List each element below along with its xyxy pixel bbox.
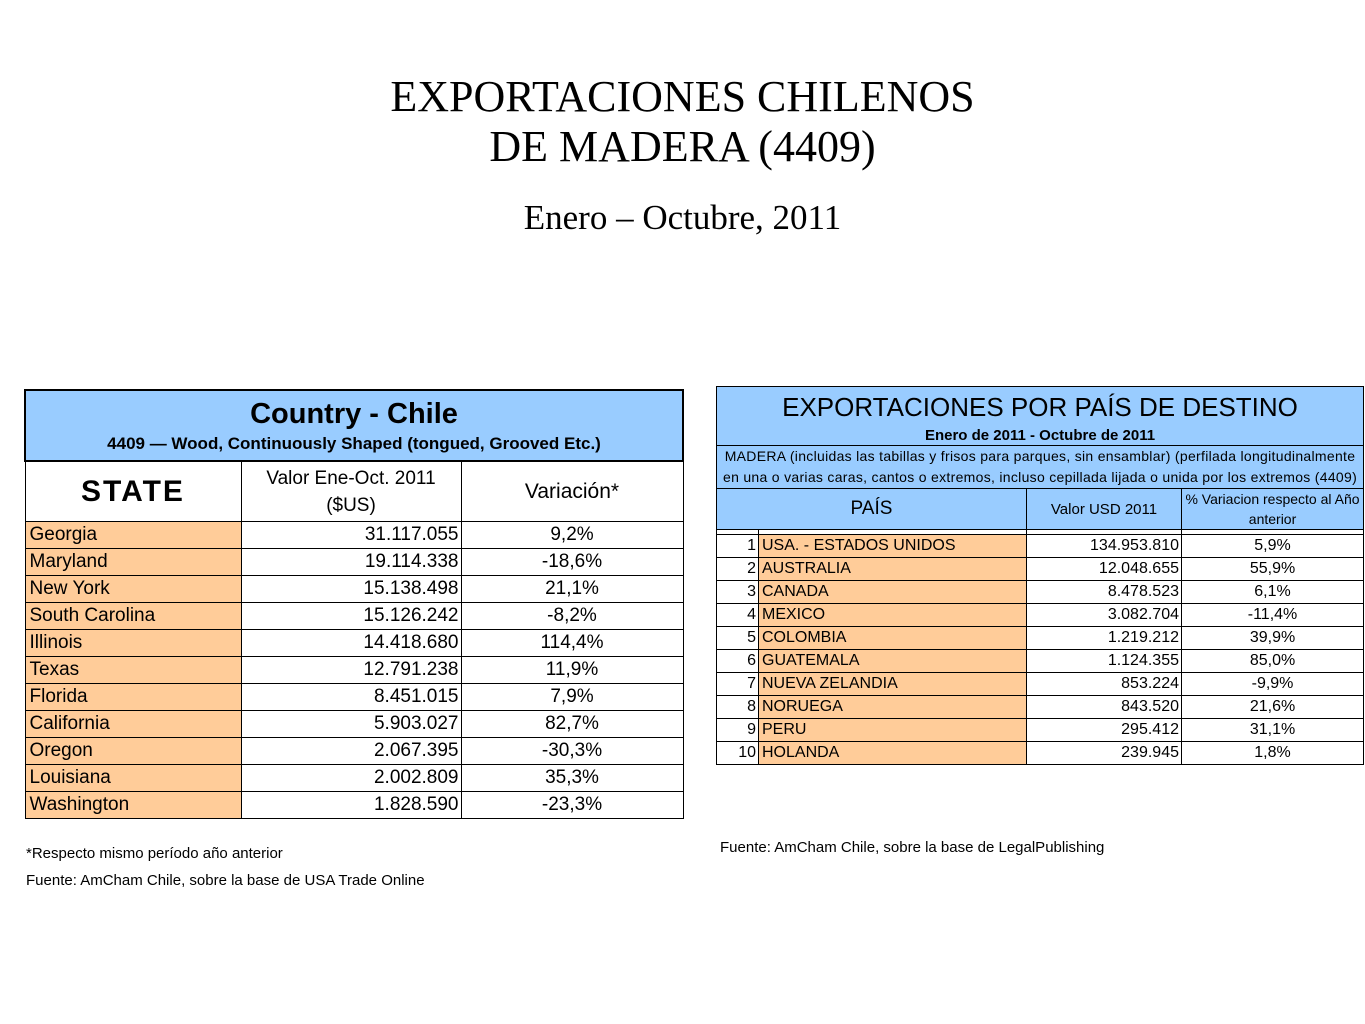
value-cell: 14.418.680	[241, 630, 461, 657]
rank-cell: 6	[717, 650, 759, 673]
product-description: MADERA (incluidas las tabillas y frisos para parques, sin ensamblar) (perfilada longitudinalmente en una o varias caras, cantos o extremos, incluso cepillada lijada o unida por los extremos (4409)	[717, 446, 1364, 489]
table-row	[25, 792, 683, 819]
state-name-cell: New York	[25, 576, 241, 603]
table-row	[717, 719, 1364, 742]
value-cell: 2.067.395	[241, 738, 461, 765]
rank-cell: 9	[717, 719, 759, 742]
rank-cell: 5	[717, 627, 759, 650]
country-table-body	[717, 535, 1364, 765]
variation-cell: 1,8%	[1182, 742, 1364, 765]
title-line-2: DE MADERA (4409)	[489, 122, 876, 171]
column-header-variation: Variación*	[461, 461, 683, 522]
country-table-title: EXPORTACIONES POR PAÍS DE DESTINO	[782, 392, 1298, 422]
table-row	[717, 742, 1364, 765]
state-exports-table	[24, 389, 684, 819]
rank-cell: 4	[717, 604, 759, 627]
state-name-cell: Maryland	[25, 549, 241, 576]
variation-cell: 21,1%	[461, 576, 683, 603]
country-name-cell: NORUEGA	[759, 696, 1027, 719]
state-name-cell: Washington	[25, 792, 241, 819]
variation-cell: 5,9%	[1182, 535, 1364, 558]
state-table-header	[25, 390, 683, 461]
variation-cell: 9,2%	[461, 522, 683, 549]
country-name-cell: GUATEMALA	[759, 650, 1027, 673]
variation-cell: 31,1%	[1182, 719, 1364, 742]
value-cell: 239.945	[1027, 742, 1182, 765]
variation-cell: 21,6%	[1182, 696, 1364, 719]
variation-cell: 85,0%	[1182, 650, 1364, 673]
rank-cell: 1	[717, 535, 759, 558]
variation-cell: 11,9%	[461, 657, 683, 684]
table-row	[717, 581, 1364, 604]
table-row	[25, 576, 683, 603]
value-cell: 1.219.212	[1027, 627, 1182, 650]
column-header-value-line1: Valor Ene-Oct. 2011	[266, 467, 436, 489]
value-cell: 31.117.055	[241, 522, 461, 549]
table-row	[25, 657, 683, 684]
value-cell: 1.124.355	[1027, 650, 1182, 673]
variation-cell: -18,6%	[461, 549, 683, 576]
table-row	[25, 549, 683, 576]
title-line-1: EXPORTACIONES CHILENOS	[390, 72, 975, 121]
page-subtitle: Enero – Octubre, 2011	[523, 198, 842, 237]
state-name-cell: Oregon	[25, 738, 241, 765]
value-cell: 12.048.655	[1027, 558, 1182, 581]
country-name-cell: COLOMBIA	[759, 627, 1027, 650]
table-row	[25, 684, 683, 711]
table-row	[717, 650, 1364, 673]
column-header-variacion: % Variacion respecto al Año anterior	[1182, 489, 1364, 530]
value-cell: 853.224	[1027, 673, 1182, 696]
variation-cell: 6,1%	[1182, 581, 1364, 604]
table-row	[717, 696, 1364, 719]
variation-cell: -8,2%	[461, 603, 683, 630]
country-table-period: Enero de 2011 - Octubre de 2011	[924, 427, 1156, 444]
country-name-cell: USA. - ESTADOS UNIDOS	[759, 535, 1027, 558]
variation-cell: 7,9%	[461, 684, 683, 711]
variation-cell: 35,3%	[461, 765, 683, 792]
footnote-variation: *Respecto mismo período año anterior	[26, 845, 283, 862]
variation-cell: 114,4%	[461, 630, 683, 657]
column-header-value	[241, 461, 461, 522]
variation-cell: -11,4%	[1182, 604, 1364, 627]
country-name-cell: NUEVA ZELANDIA	[759, 673, 1027, 696]
value-cell: 134.953.810	[1027, 535, 1182, 558]
state-table-title: Country - Chile	[250, 397, 458, 430]
rank-cell: 7	[717, 673, 759, 696]
table-row	[717, 627, 1364, 650]
value-cell: 295.412	[1027, 719, 1182, 742]
footnote-source-right: Fuente: AmCham Chile, sobre la base de LegalPublishing	[720, 839, 1105, 856]
variation-cell: 55,9%	[1182, 558, 1364, 581]
value-cell: 5.903.027	[241, 711, 461, 738]
value-cell: 8.478.523	[1027, 581, 1182, 604]
variation-cell: -30,3%	[461, 738, 683, 765]
rank-cell: 8	[717, 696, 759, 719]
variation-cell: 82,7%	[461, 711, 683, 738]
state-table-subtitle: 4409 — Wood, Continuously Shaped (tongued, Grooved Etc.)	[107, 433, 601, 453]
state-table-body	[25, 522, 683, 819]
variation-cell: -23,3%	[461, 792, 683, 819]
country-table-header	[717, 387, 1364, 446]
value-cell: 12.791.238	[241, 657, 461, 684]
state-name-cell: Louisiana	[25, 765, 241, 792]
country-exports-table	[716, 386, 1364, 765]
value-cell: 8.451.015	[241, 684, 461, 711]
value-cell: 1.828.590	[241, 792, 461, 819]
value-cell: 3.082.704	[1027, 604, 1182, 627]
value-cell: 15.138.498	[241, 576, 461, 603]
state-name-cell: Texas	[25, 657, 241, 684]
value-cell: 15.126.242	[241, 603, 461, 630]
table-row	[25, 765, 683, 792]
column-header-valor: Valor USD 2011	[1027, 489, 1182, 530]
table-row	[717, 535, 1364, 558]
country-name-cell: AUSTRALIA	[759, 558, 1027, 581]
state-name-cell: South Carolina	[25, 603, 241, 630]
value-cell: 2.002.809	[241, 765, 461, 792]
value-cell: 19.114.338	[241, 549, 461, 576]
page-title	[0, 72, 1365, 172]
state-name-cell: Illinois	[25, 630, 241, 657]
country-name-cell: PERU	[759, 719, 1027, 742]
country-name-cell: HOLANDA	[759, 742, 1027, 765]
column-header-value-line2: ($US)	[326, 494, 376, 516]
state-name-cell: California	[25, 711, 241, 738]
country-name-cell: MEXICO	[759, 604, 1027, 627]
table-row	[25, 522, 683, 549]
rank-cell: 10	[717, 742, 759, 765]
variation-cell: -9,9%	[1182, 673, 1364, 696]
table-row	[25, 711, 683, 738]
rank-cell: 2	[717, 558, 759, 581]
table-row	[717, 604, 1364, 627]
column-header-pais: PAÍS	[717, 489, 1027, 530]
state-name-cell: Florida	[25, 684, 241, 711]
country-name-cell: CANADA	[759, 581, 1027, 604]
table-row	[717, 558, 1364, 581]
footnote-source-left: Fuente: AmCham Chile, sobre la base de USA Trade Online	[26, 872, 425, 889]
state-name-cell: Georgia	[25, 522, 241, 549]
table-row	[25, 738, 683, 765]
table-row	[25, 603, 683, 630]
variation-cell: 39,9%	[1182, 627, 1364, 650]
rank-cell: 3	[717, 581, 759, 604]
table-row	[25, 630, 683, 657]
table-row	[717, 673, 1364, 696]
column-header-state: STATE	[25, 461, 241, 522]
value-cell: 843.520	[1027, 696, 1182, 719]
